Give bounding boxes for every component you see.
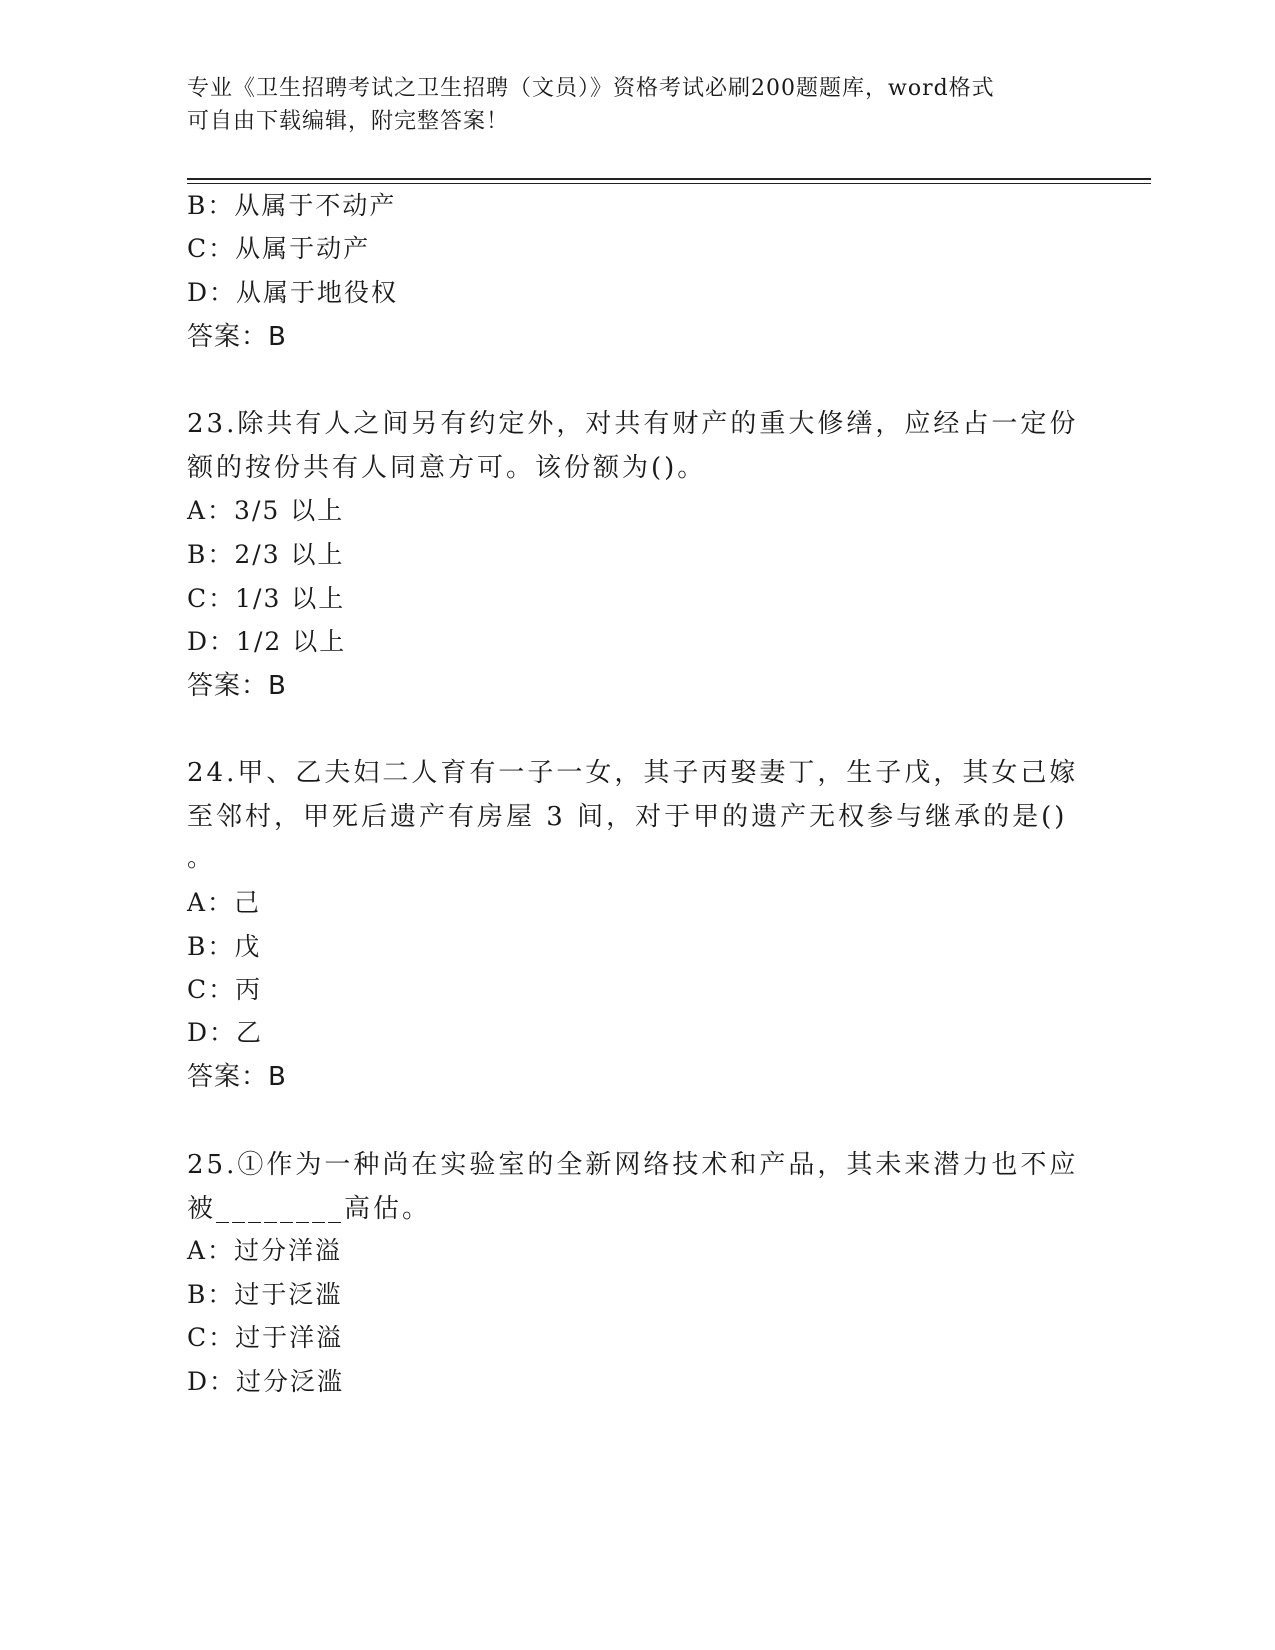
- q23-option-b: B：2/3 以上: [187, 540, 345, 569]
- q23-option-c: C：1/3 以上: [187, 584, 346, 613]
- q24-option-c: C：丙: [187, 975, 263, 1004]
- q24-stem-line-2: 至邻村，甲死后遗产有房屋 3 间，对于甲的遗产无权参与继承的是(): [187, 802, 1068, 832]
- q25-option-a: A：过分洋溢: [187, 1236, 343, 1265]
- q23-stem-line-2: 额的按份共有人同意方可。该份额为()。: [187, 453, 707, 483]
- q25-stem-line-1: 25.①作为一种尚在实验室的全新网络技术和产品，其未来潜力也不应: [187, 1150, 1079, 1180]
- q25-option-c: C：过于洋溢: [187, 1323, 344, 1352]
- q23-option-a: A：3/5 以上: [187, 496, 345, 525]
- q22-answer: 答案：B: [187, 322, 287, 352]
- q23-answer: 答案：B: [187, 671, 287, 701]
- q22-option-c: C：从属于动产: [187, 234, 371, 263]
- header-line-2: 可自由下载编辑，附完整答案！: [187, 109, 510, 134]
- header-line-1: 专业《卫生招聘考试之卫生招聘（文员）》资格考试必刷200题题库，word格式: [187, 76, 995, 101]
- q24-option-b: B：戊: [187, 932, 262, 961]
- q25-option-d: D：过分泛滥: [187, 1367, 345, 1396]
- q24-option-a: A：己: [187, 888, 262, 917]
- header-divider-thick: [187, 178, 1151, 180]
- header-divider-thin: [187, 183, 1151, 184]
- q23-stem-line-1: 23.除共有人之间另有约定外，对共有财产的重大修缮，应经占一定份: [187, 409, 1079, 439]
- q24-stem-line-1: 24.甲、乙夫妇二人育有一子一女，其子丙娶妻丁，生子戊，其女己嫁: [187, 758, 1079, 788]
- q24-option-d: D：乙: [187, 1018, 264, 1047]
- document-header: [187, 72, 1087, 138]
- q23-option-d: D：1/2 以上: [187, 627, 347, 656]
- q22-option-b: B：从属于不动产: [187, 191, 397, 220]
- q24-stem-line-3: 。: [187, 843, 215, 872]
- q25-option-b: B：过于泛滥: [187, 1280, 343, 1309]
- q24-answer: 答案：B: [187, 1062, 287, 1092]
- q22-option-d: D：从属于地役权: [187, 278, 399, 307]
- q25-stem-line-2: 被________高估。: [187, 1194, 432, 1224]
